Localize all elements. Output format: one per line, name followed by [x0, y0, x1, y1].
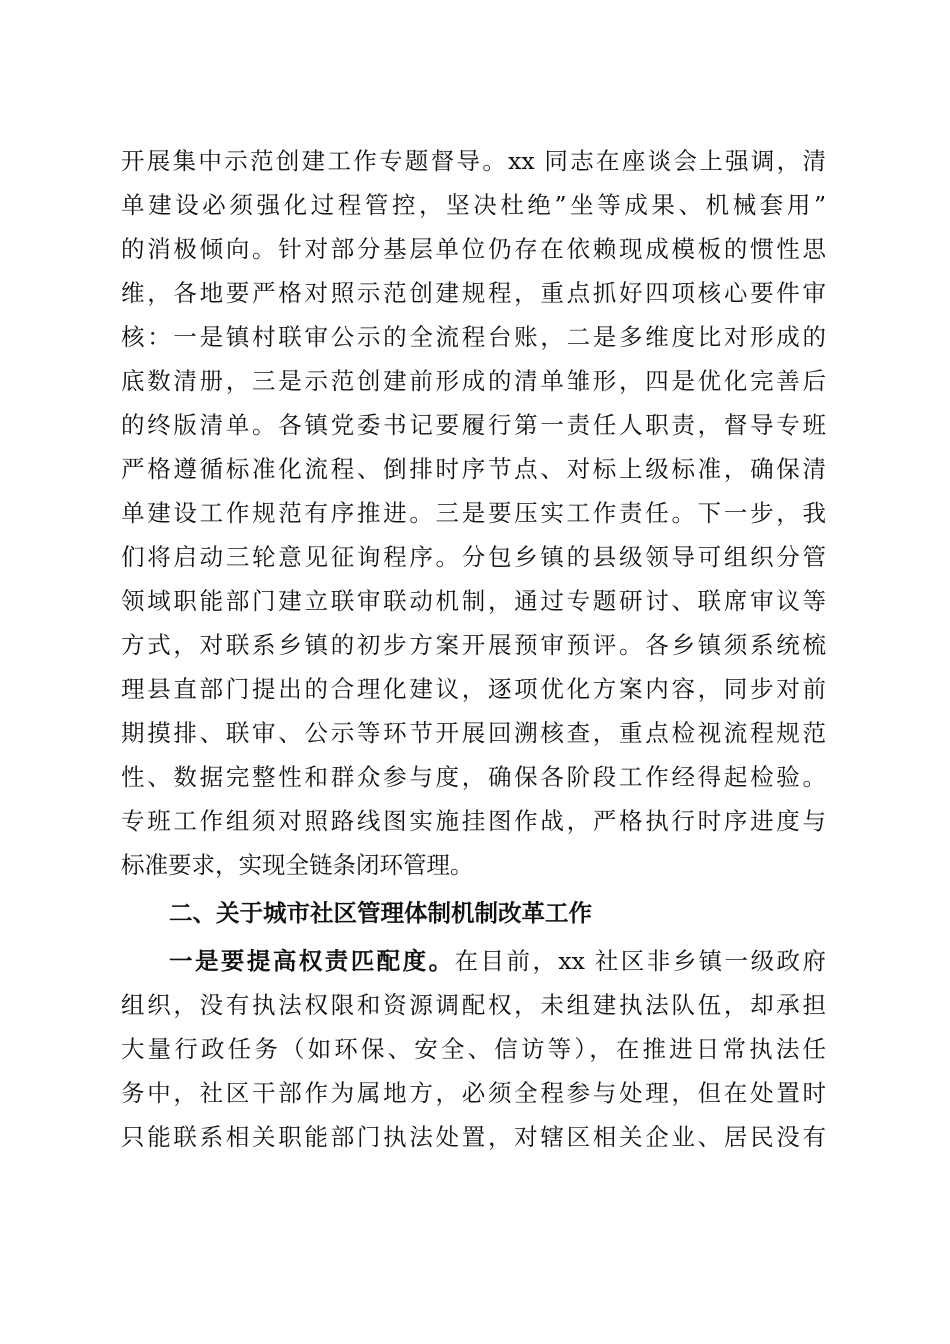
text-line: 性、数据完整性和群众参与度，确保各阶段工作经得起检验。	[121, 763, 826, 791]
text-line: 领域职能部门建立联审联动机制，通过专题研讨、联席审议等	[121, 587, 826, 615]
text-line: 务中，社区干部作为属地方，必须全程参与处理，但在处置时	[121, 1079, 826, 1107]
paragraph-lead: 一是要提高权责匹配度。	[169, 947, 455, 975]
text-line: 的终版清单。各镇党委书记要履行第一责任人职责，督导专班	[121, 411, 826, 439]
text-line	[169, 943, 826, 979]
text-line: 理县直部门提出的合理化建议，逐项优化方案内容，同步对前	[121, 675, 826, 703]
text-line: 单建设必须强化过程管控，坚决杜绝”坐等成果、机械套用”	[121, 191, 826, 219]
text-line: 单建设工作规范有序推进。三是要压实工作责任。下一步，我	[121, 499, 826, 527]
text-line: 核：一是镇村联审公示的全流程台账，二是多维度比对形成的	[121, 323, 826, 351]
text-run: 在目前，xx 社区非乡镇一级政府	[454, 947, 826, 975]
text-line: 只能联系相关职能部门执法处置，对辖区相关企业、居民没有	[121, 1123, 826, 1151]
text-line: 专班工作组须对照路线图实施挂图作战，严格执行时序进度与	[121, 807, 826, 835]
text-line: 大量行政任务（如环保、安全、信访等），在推进日常执法任	[121, 1035, 826, 1063]
text-line: 严格遵循标准化流程、倒排时序节点、对标上级标准，确保清	[121, 455, 826, 483]
text-line: 方式，对联系乡镇的初步方案开展预审预评。各乡镇须系统梳	[121, 631, 826, 659]
text-line: 标准要求，实现全链条闭环管理。	[121, 851, 474, 879]
text-line: 的消极倾向。针对部分基层单位仍存在依赖现成模板的惯性思	[121, 235, 826, 263]
text-line: 底数清册，三是示范创建前形成的清单雏形，四是优化完善后	[121, 367, 826, 395]
section-heading: 二、关于城市社区管理体制机制改革工作	[169, 899, 592, 927]
text-line: 期摸排、联审、公示等环节开展回溯核查，重点检视流程规范	[121, 719, 826, 747]
text-line: 维，各地要严格对照示范创建规程，重点抓好四项核心要件审	[121, 279, 826, 307]
text-line: 开展集中示范创建工作专题督导。xx 同志在座谈会上强调，清	[121, 147, 826, 175]
text-line: 们将启动三轮意见征询程序。分包乡镇的县级领导可组织分管	[121, 543, 826, 571]
text-line: 组织，没有执法权限和资源调配权，未组建执法队伍，却承担	[121, 991, 826, 1019]
